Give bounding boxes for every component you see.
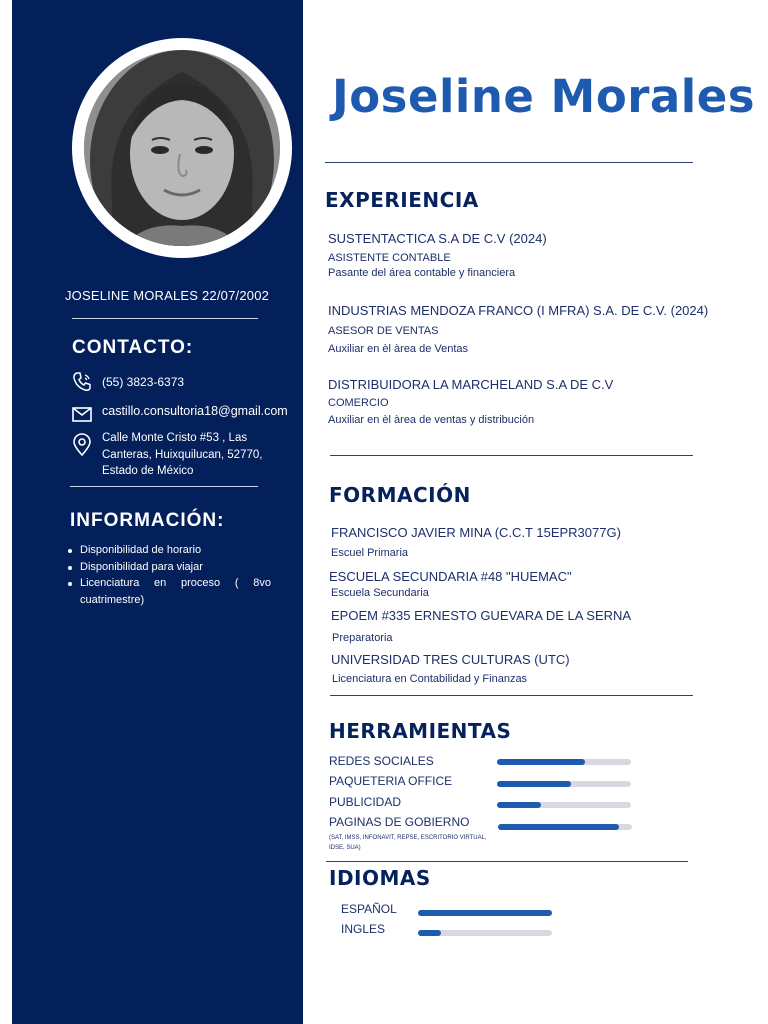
experience-role: COMERCIO xyxy=(328,397,389,409)
tool-level-fill xyxy=(497,759,585,765)
address xyxy=(102,430,275,480)
education-level: Escuel Primaria xyxy=(331,547,409,559)
tool-level-bar xyxy=(497,781,631,787)
tool-label: PAQUETERIA OFFICE xyxy=(329,774,453,788)
experience-description: Pasante del área contable y financiera xyxy=(328,267,516,279)
experience-company: DISTRIBUIDORA LA MARCHELAND S.A DE C.V xyxy=(328,377,614,392)
experience-heading: EXPERIENCIA xyxy=(325,188,479,212)
location-pin-icon xyxy=(70,433,94,457)
mail-icon xyxy=(70,402,94,426)
info-list xyxy=(66,542,271,608)
tools-note-line-1: (SAT, IMSS, INFONAVIT, REPSE, ESCRITORIO VIRTUAL, xyxy=(329,835,487,841)
address-line-1: Calle Monte Cristo #53 , Las xyxy=(102,432,248,444)
address-line-2: Canteras, Huixquilucan, 52770, xyxy=(102,448,263,461)
experience-company: SUSTENTACTICA S.A DE C.V (2024) xyxy=(328,231,547,246)
education-school: FRANCISCO JAVIER MINA (C.C.T 15EPR3077G) xyxy=(331,525,621,540)
language-level-fill xyxy=(418,910,552,916)
education-level: Escuela Secundaria xyxy=(331,587,429,599)
tool-level-fill xyxy=(498,824,619,830)
phone-number[interactable]: (55) 3823-6373 xyxy=(102,375,185,389)
experience-description: Auxiliar en èl àrea de Ventas xyxy=(328,343,469,355)
education-school: EPOEM #335 ERNESTO GUEVARA DE LA SERNA xyxy=(331,608,632,623)
tool-label: PAGINAS DE GOBIERNO xyxy=(329,815,470,829)
email-address[interactable]: castillo.consultoria18@gmail.com xyxy=(102,404,288,418)
language-level-bar xyxy=(418,910,552,916)
tool-level-bar xyxy=(498,824,632,830)
phone-icon xyxy=(70,370,94,394)
info-heading: INFORMACIÓN: xyxy=(70,510,225,531)
sidebar xyxy=(12,0,303,1024)
info-item: Disponibilidad de horario xyxy=(66,542,271,559)
profile-photo-frame xyxy=(72,38,292,258)
tool-level-bar xyxy=(497,759,631,765)
education-level: Licenciatura en Contabilidad y Finanzas xyxy=(332,673,528,685)
education-school: UNIVERSIDAD TRES CULTURAS (UTC) xyxy=(331,652,570,667)
tools-note-line-2: IDSE, SUA) xyxy=(329,845,361,851)
sidebar-divider xyxy=(72,318,258,319)
language-level-bar xyxy=(418,930,552,936)
language-level-fill xyxy=(418,930,441,936)
education-level: Preparatoria xyxy=(332,632,393,644)
page-title: Joseline Morales xyxy=(332,70,756,123)
tool-label: PUBLICIDAD xyxy=(329,795,402,809)
tool-label: REDES SOCIALES xyxy=(329,754,434,768)
experience-role: ASISTENTE CONTABLE xyxy=(328,252,451,264)
languages-heading: IDIOMAS xyxy=(329,866,431,890)
title-divider xyxy=(325,162,693,163)
education-school: ESCUELA SECUNDARIA #48 "HUEMAC" xyxy=(329,569,572,584)
tools-heading: HERRAMIENTAS xyxy=(329,719,512,743)
education-divider xyxy=(330,695,693,696)
profile-photo xyxy=(84,50,280,246)
info-item: Licenciatura en proceso ( 8vo cuatrimestre) xyxy=(66,575,271,608)
tools-divider xyxy=(326,861,688,862)
experience-company: INDUSTRIAS MENDOZA FRANCO (I MFRA) S.A. DE C.V. (2024) xyxy=(328,303,709,318)
tool-level-fill xyxy=(497,781,571,787)
contact-heading: CONTACTO: xyxy=(72,337,194,358)
language-label: INGLES xyxy=(341,922,386,936)
education-heading: FORMACIÓN xyxy=(329,483,471,507)
sidebar-divider xyxy=(70,486,258,487)
language-label: ESPAÑOL xyxy=(341,902,397,916)
profile-photo-illustration xyxy=(84,50,280,246)
info-item: Disponibilidad para viajar xyxy=(66,559,271,576)
experience-role: ASESOR DE VENTAS xyxy=(328,325,439,337)
tool-level-bar xyxy=(497,802,631,808)
sidebar-name-dob: JOSELINE MORALES 22/07/2002 xyxy=(64,288,270,303)
experience-description: Auxiliar en èl àrea de ventas y distribución xyxy=(328,414,535,426)
tools-note xyxy=(329,833,499,853)
tool-level-fill xyxy=(497,802,541,808)
experience-divider xyxy=(330,455,693,456)
address-line-3: Estado de México xyxy=(102,465,194,477)
